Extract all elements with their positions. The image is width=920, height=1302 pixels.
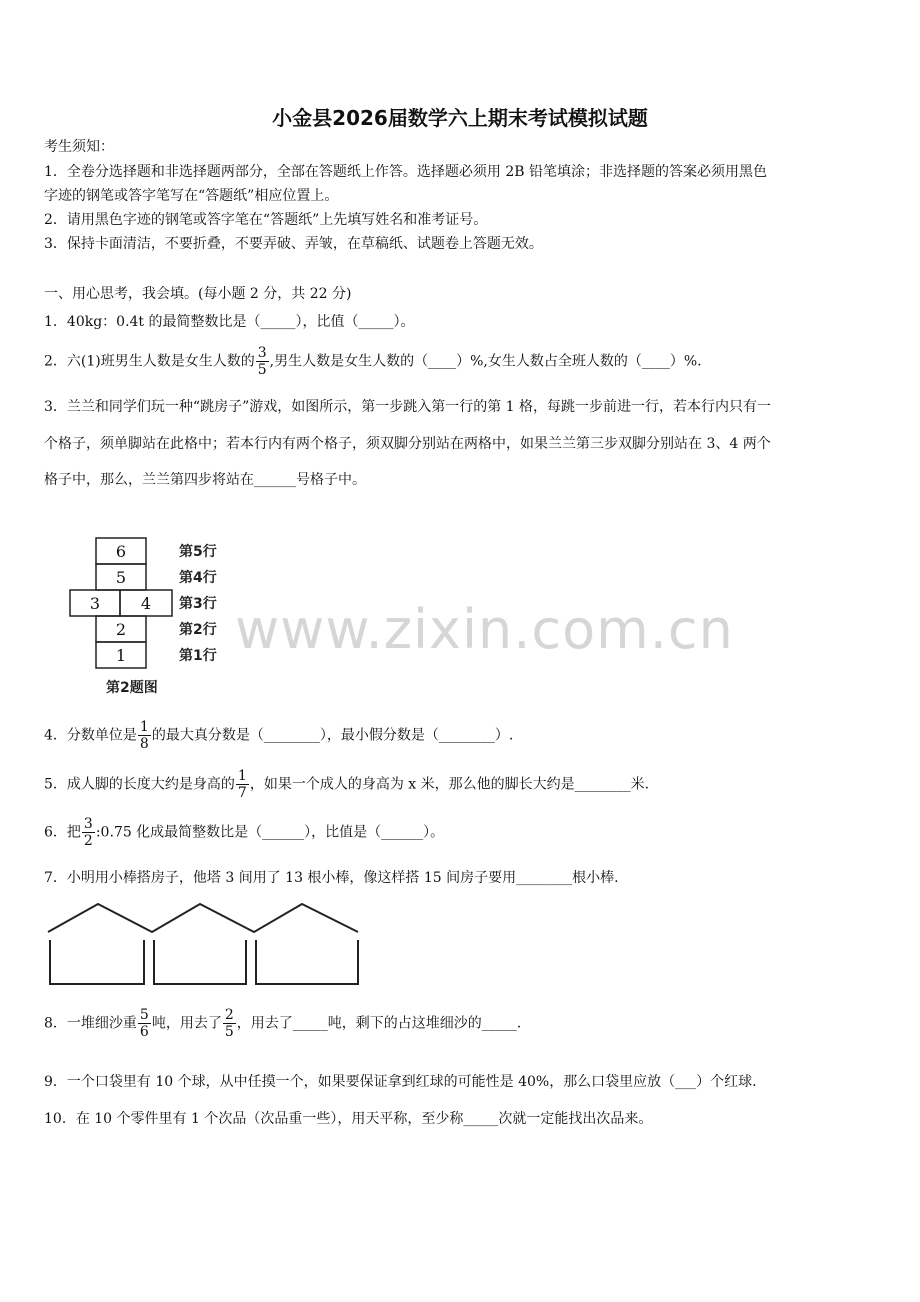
- q2-text-a: 2．六(1)班男生人数是女生人数的: [44, 353, 255, 370]
- row-label-1: 第1行: [179, 648, 217, 664]
- fraction-q5: [236, 768, 249, 801]
- notice-1a: 1．全卷分选择题和非选择题两部分，全部在答题纸上作答。选择题必须用 2B 铅笔填涂；非选择题的答案必须用黑色: [44, 164, 767, 180]
- cell-label-3: 3: [89, 594, 101, 613]
- question-2: [44, 345, 702, 378]
- fraction-denominator: 5: [224, 1024, 234, 1040]
- row-label-4: 第4行: [179, 570, 217, 586]
- fraction-denominator: 8: [139, 736, 149, 752]
- cell-label-4: 4: [140, 594, 152, 613]
- fraction-numerator: 3: [257, 345, 267, 361]
- q5-text-b: ，如果一个成人的身高为 x 米，那么他的脚长大约是________米.: [249, 776, 650, 793]
- q6-text-b: :0.75 化成最简整数比是（______），比值是（______）。: [95, 824, 445, 841]
- house-3-walls: [256, 940, 358, 984]
- fraction-numerator: 3: [83, 816, 93, 832]
- question-8: [44, 1007, 521, 1040]
- stick-houses-figure: [44, 896, 369, 992]
- fraction-denominator: 6: [139, 1024, 149, 1040]
- fraction-denominator: 2: [83, 833, 93, 849]
- question-7: 7．小明用小棒搭房子，他塔 3 间用了 13 根小棒，像这样搭 15 间房子要用________根小棒.: [44, 870, 619, 886]
- fraction-numerator: 1: [237, 768, 247, 784]
- question-9: 9．一个口袋里有 10 个球，从中任摸一个，如果要保证拿到红球的可能性是 40%，那么口袋里应放（___）个红球.: [44, 1074, 757, 1090]
- question-3-line-3: 格子中，那么，兰兰第四步将站在______号格子中。: [44, 472, 366, 488]
- cell-label-1: 1: [115, 646, 127, 665]
- q8-text-c: ，用去了_____吨，剩下的占这堆细沙的_____.: [236, 1015, 522, 1032]
- cell-label-2: 2: [115, 620, 127, 639]
- cell-label-6: 6: [115, 542, 127, 561]
- row-label-5: 第5行: [179, 544, 217, 560]
- fraction-q6: [82, 816, 95, 849]
- question-3-line-2: 个格子，须单脚站在此格中；若本行内有两个格子，须双脚分别站在两格中，如果兰兰第三步双脚分别站在 3、4 两个: [44, 436, 771, 452]
- fraction-numerator: 2: [224, 1007, 234, 1023]
- fraction-numerator: 5: [139, 1007, 149, 1023]
- question-5: [44, 768, 649, 801]
- question-1: 1．40kg：0.4t 的最简整数比是（_____），比值（_____）。: [44, 314, 415, 330]
- notice-heading: 考生须知：: [44, 139, 114, 155]
- house-2-walls: [154, 940, 246, 984]
- house-1-walls: [50, 940, 144, 984]
- fraction-q8a: [138, 1007, 151, 1040]
- q4-text-b: 的最大真分数是（________），最小假分数是（________）.: [151, 727, 514, 744]
- q8-text-b: 吨，用去了: [151, 1015, 222, 1032]
- fraction-q8b: [223, 1007, 236, 1040]
- fraction-q4: [138, 719, 151, 752]
- q6-text-a: 6．把: [44, 824, 81, 841]
- fraction-q2: [256, 345, 269, 378]
- q8-text-a: 8．一堆细沙重: [44, 1015, 137, 1032]
- notice-1b: 字迹的钢笔或答字笔写在“答题纸”相应位置上。: [44, 188, 339, 204]
- q4-text-a: 4．分数单位是: [44, 727, 137, 744]
- fraction-denominator: 5: [257, 362, 267, 378]
- question-3-line-1: 3．兰兰和同学们玩一种“跳房子”游戏，如图所示，第一步跳入第一行的第 1 格，每跳一步前进一行，若本行内只有一: [44, 399, 772, 415]
- question-10: 10．在 10 个零件里有 1 个次品（次品重一些），用天平称，至少称_____次就一定能找出次品来。: [44, 1111, 653, 1127]
- cell-label-5: 5: [115, 568, 127, 587]
- row-label-3: 第3行: [179, 596, 217, 612]
- notice-2: 2．请用黑色字迹的钢笔或答字笔在“答题纸”上先填写姓名和准考证号。: [44, 212, 488, 228]
- notice-3: 3．保持卡面清洁，不要折叠，不要弄破、弄皱，在草稿纸、试题卷上答题无效。: [44, 236, 543, 252]
- figure-caption: 第2题图: [106, 680, 158, 696]
- page-title: 小金县2026届数学六上期末考试模拟试题: [272, 106, 648, 130]
- watermark: www.zixin.com.cn: [235, 598, 734, 661]
- question-6: [44, 816, 444, 849]
- q5-text-a: 5．成人脚的长度大约是身高的: [44, 776, 235, 793]
- section-heading: 一、用心思考，我会填。(每小题 2 分，共 22 分): [44, 286, 352, 302]
- fraction-numerator: 1: [139, 719, 149, 735]
- house-roofs: [48, 904, 358, 932]
- fraction-denominator: 7: [237, 785, 247, 801]
- q2-text-b: ,男生人数是女生人数的（____）%,女生人数占全班人数的（____）%.: [269, 353, 702, 370]
- row-label-2: 第2行: [179, 622, 217, 638]
- question-4: [44, 719, 513, 752]
